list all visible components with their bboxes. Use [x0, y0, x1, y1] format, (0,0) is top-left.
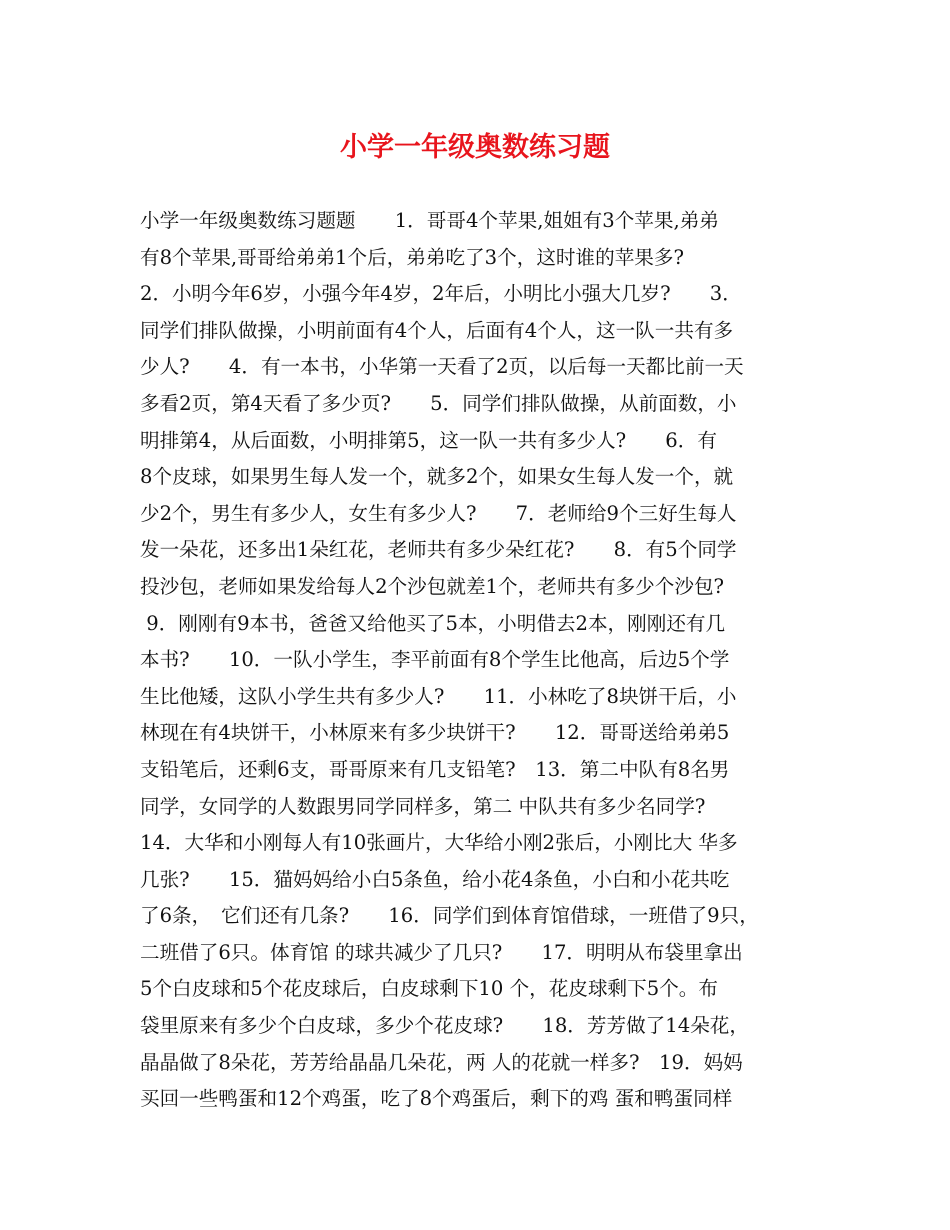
text-line: 本书? 10．一队小学生，李平前面有8个学生比他高，后边5个学 [140, 648, 730, 672]
text-line: 8个皮球，如果男生每人发一个，就多2个，如果女生每人发一个，就 [140, 465, 734, 489]
text-line: 投沙包，老师如果发给每人2个沙包就差1个，老师共有多少个沙包? [140, 574, 725, 598]
text-line: 少人? 4．有一本书，小华第一天看了2页，以后每一天都比前一天 [140, 355, 744, 379]
text-line: 买回一些鸭蛋和12个鸡蛋，吃了8个鸡蛋后，剩下的鸡 蛋和鸭蛋同样 [140, 1087, 733, 1111]
text-line: 支铅笔后，还剩6支，哥哥原来有几支铅笔? 13．第二中队有8名男 [140, 757, 730, 781]
text-line: 5个白皮球和5个花皮球后，白皮球剩下10 个，花皮球剩下5个。布 [140, 977, 718, 1001]
text-line: 同学，女同学的人数跟男同学同样多，第二 中队共有多少名同学? [140, 794, 706, 818]
text-line: 少2个，男生有多少人，女生有多少人? 7．老师给9个三好生每人 [140, 501, 737, 525]
text-line: 14．大华和小刚每人有10张画片，大华给小刚2张后，小刚比大 华多 [140, 831, 738, 855]
text-line: 9．刚刚有9本书，爸爸又给他买了5本，小明借去2本，刚刚还有几 [140, 611, 726, 635]
text-line: 晶晶做了8朵花，芳芳给晶晶几朵花，两 人的花就一样多? 19．妈妈 [140, 1050, 743, 1074]
text-line: 了6条， 它们还有几条? 16．同学们到体育馆借球，一班借了9只， [140, 904, 759, 928]
text-line: 发一朵花，还多出1朵红花，老师共有多少朵红花? 8．有5个同学 [140, 538, 737, 562]
text-line: 袋里原来有多少个白皮球，多少个花皮球? 18．芳芳做了14朵花， [140, 1014, 749, 1038]
text-line: 二班借了6只。体育馆 的球共减少了几只? 17．明明从布袋里拿出 [140, 940, 743, 964]
text-line: 多看2页，第4天看了多少页? 5．同学们排队做操，从前面数，小 [140, 391, 737, 415]
text-line: 林现在有4块饼干，小林原来有多少块饼干? 12．哥哥送给弟弟5 [140, 721, 730, 745]
text-line: 生比他矮，这队小学生共有多少人? 11．小林吃了8块饼干后，小 [140, 684, 737, 708]
text-line: 几张? 15．猫妈妈给小白5条鱼，给小花4条鱼，小白和小花共吃 [140, 867, 730, 891]
page-title: 小学一年级奥数练习题 [340, 132, 610, 163]
exercise-text [140, 203, 816, 1118]
text-line: 小学一年级奥数练习题题 1．哥哥4个苹果,姐姐有3个苹果,弟弟 [140, 209, 719, 232]
text-line: 2．小明今年6岁，小强今年4岁，2年后，小明比小强大几岁? 3． [140, 282, 742, 306]
text-line: 有8个苹果,哥哥给弟弟1个后，弟弟吃了3个，这时谁的苹果多? [140, 245, 684, 269]
text-line: 明排第4，从后面数，小明排第5，这一队一共有多少人? 6．有 [140, 428, 717, 452]
text-line: 同学们排队做操，小明前面有4个人，后面有4个人，这一队一共有多 [140, 318, 734, 342]
